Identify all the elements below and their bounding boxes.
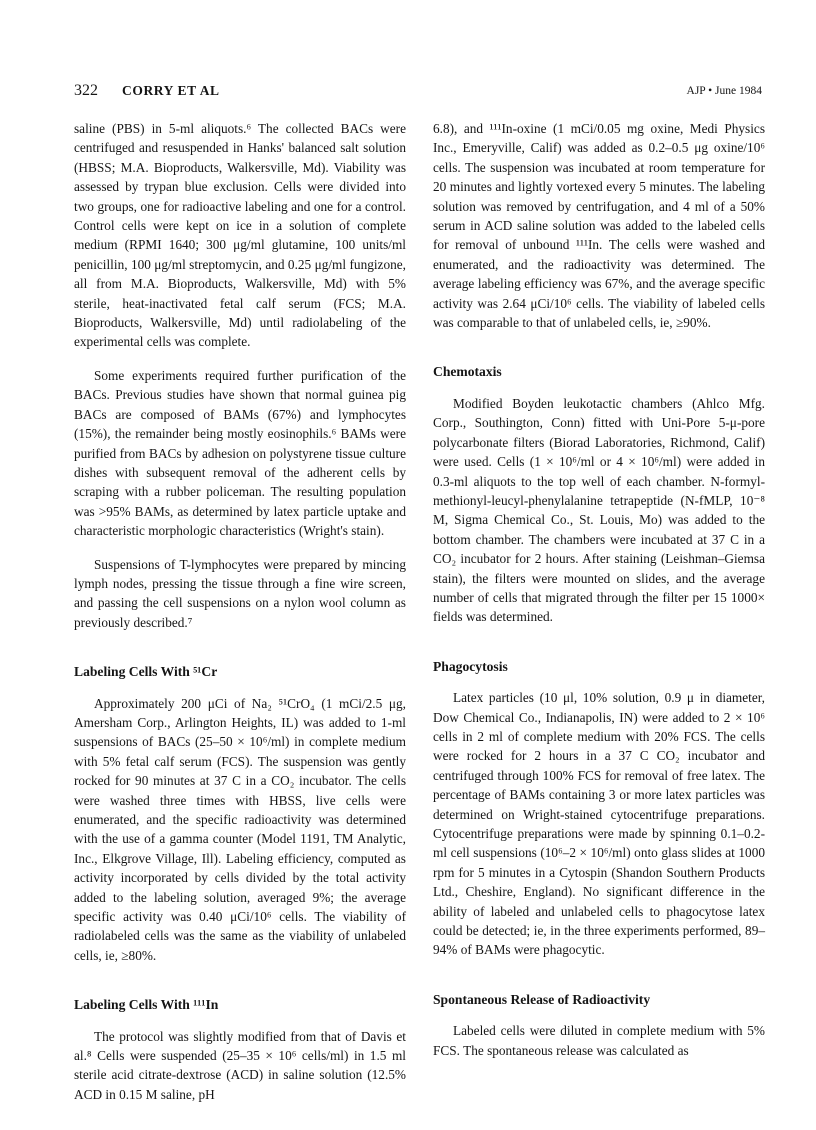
- paragraph-labeling-in: The protocol was slightly modified from that of Davis et al.⁸ Cells were suspended (25–35 × 10⁶ cells/ml) in 1.5 ml sterile acid citrate-dextrose (ACD) in saline solution (12.5% ACD in 0.15 M saline, pH: [74, 1028, 406, 1102]
- paragraph-bac-collection: saline (PBS) in 5-ml aliquots.⁶ The collected BACs were centrifuged and resuspended in Hanks' balanced salt solution (HBSS; M.A. Bioproducts, Walkersville, Md). Viability was assessed by trypan blue exclusion. Cells were divided into two groups, one for radioactive labeling and one for a control. Control cells were kept on ice in a solution of complete medium (RPMI 1640; 300 μg/ml glutamine, 100 units/ml penicillin, 100 μg/ml streptomycin, and 0.25 μg/ml fungizone, all from M.A. Bioproducts, Walkersville, Md) with 5% sterile, heat-inactivated fetal calf serum (FCS; M.A. Bioproducts, Walkersville, Md) until radiolabeling of the experimental cells was complete.: [74, 121, 406, 350]
- heading-labeling-in: Labeling Cells With ¹¹¹In: [74, 997, 219, 1013]
- journal-info: AJP • June 1984: [686, 85, 762, 97]
- paragraph-spontaneous-release: Labeled cells were diluted in complete medium with 5% FCS. The spontaneous release was calculated as: [433, 1023, 765, 1058]
- right-column: [433, 119, 765, 1074]
- heading-spontaneous-release: Spontaneous Release of Radioactivity: [433, 991, 651, 1007]
- page-number: 322: [74, 82, 98, 99]
- heading-labeling-cr: Labeling Cells With ⁵¹Cr: [74, 664, 218, 680]
- heading-chemotaxis: Chemotaxis: [433, 364, 502, 380]
- running-header: [74, 82, 762, 104]
- paragraph-labeling-cr: Approximately 200 μCi of Na₂ ⁵¹CrO₄ (1 mCi/2.5 μg, Amersham Corp., Arlington Heights, IL) was added to 1-ml suspensions of BACs (25–50 × 10⁶/ml) in complete medium with 5% fetal calf serum (FCS). The suspension was gently rocked for 90 minutes at 37 C in a CO₂ incubator. The cells were washed three times with HBSS, live cells were enumerated, and the specific radioactivity was determined with the use of a gamma counter (Model 1191, TM Analytic, Inc., Elkgrove Village, Ill). Labeling efficiency, computed as activity incorporated by cells divided by the total activity added to the labeling solution, averaged 9%; the average specific activity was 0.40 μCi/10⁶ cells. The viability of radiolabeled cells was the same as the viability of unlabeled cells, ie, ≥80%.: [74, 695, 406, 963]
- paragraph-in-oxine: 6.8), and ¹¹¹In-oxine (1 mCi/0.05 mg oxine, Medi Physics Inc., Emeryville, Calif) was added as 0.2–0.5 μg oxine/10⁶ cells. The suspension was incubated at room temperature for 20 minutes and lightly vortexed every 5 minutes. The labeling solution was removed by centrifugation, and 4 ml of a 50% serum in ACD saline solution was added to the labeled cells for removal of unbound ¹¹¹In. The cells were washed and enumerated, and the radioactivity was determined. The average labeling efficiency was 67%, and the average specific activity was 2.64 μCi/10⁶ cells. The viability of labeled cells was comparable to that of unlabeled cells, ie, ≥90%.: [433, 121, 765, 331]
- paragraph-phagocytosis: Latex particles (10 μl, 10% solution, 0.9 μ in diameter, Dow Chemical Co., Indianapolis, IN) were added to 2 × 10⁶ cells in 2 ml of complete medium with 20% FCS. The cells were rocked for 2 hours in a 37 C CO₂ incubator and centrifuged through 100% FCS for removal of free latex. The percentage of BAMs containing 3 or more latex particles was determined on Wright-stained cytocentrifuge preparations. Cytocentrifuge preparations were made by spinning 0.1–0.2-ml cell suspensions (10⁶–2 × 10⁶/ml) onto glass slides at 1000 rpm for 5 minutes in a Cytospin (Shandon Southern Products Ltd., Cheshire, England). No significant difference in the ability of labeled and unlabeled cells to phagocytose latex could be detected; ie, in the three experiments performed, 89–94% of BAMs were phagocytic.: [433, 690, 765, 958]
- paragraph-t-lymphocytes: Suspensions of T-lymphocytes were prepared by mincing lymph nodes, pressing the tissue through a fine wire screen, and passing the cell suspensions on a nylon wool column as previously described.⁷: [74, 556, 406, 630]
- heading-phagocytosis: Phagocytosis: [433, 658, 508, 674]
- left-column: [74, 119, 406, 1118]
- paragraph-chemotaxis: Modified Boyden leukotactic chambers (Ahlco Mfg. Corp., Southington, Conn) fitted with Uni-Pore 5-μ-pore polycarbonate filters (Biorad Laboratories, Richmond, Calif) were used. Cells (1 × 10⁶/ml or 4 × 10⁶/ml) were added in 0.3-ml aliquots to the top well of each chamber. N-formyl-methionyl-leucyl-phenylalanine tetrapeptide (N-fMLP, 10⁻⁸ M, Sigma Chemical Co., St. Louis, Mo) was added to the bottom chamber. The chambers were incubated at 37 C in a CO₂ incubator for 2 hours. After staining (Leishman–Giemsa stain), the filters were mounted on slides, and the average number of cells that migrated through the filter per 15 1000× fields was determined.: [433, 395, 765, 625]
- running-authors: CORRY ET AL: [122, 83, 220, 98]
- paragraph-bac-purification: Some experiments required further purification of the BACs. Previous studies have shown that normal guinea pig BACs are composed of BAMs (67%) and lymphocytes (15%), the remainder being mostly eosinophils.⁶ BAMs were purified from BACs by adhesion on polystyrene tissue culture dishes with subsequent removal of the adherent cells by scraping with a rubber policeman. The resulting population was >95% BAMs, as determined by latex particle uptake and characteristic morphologic characteristics (Wright's stain).: [74, 367, 406, 539]
